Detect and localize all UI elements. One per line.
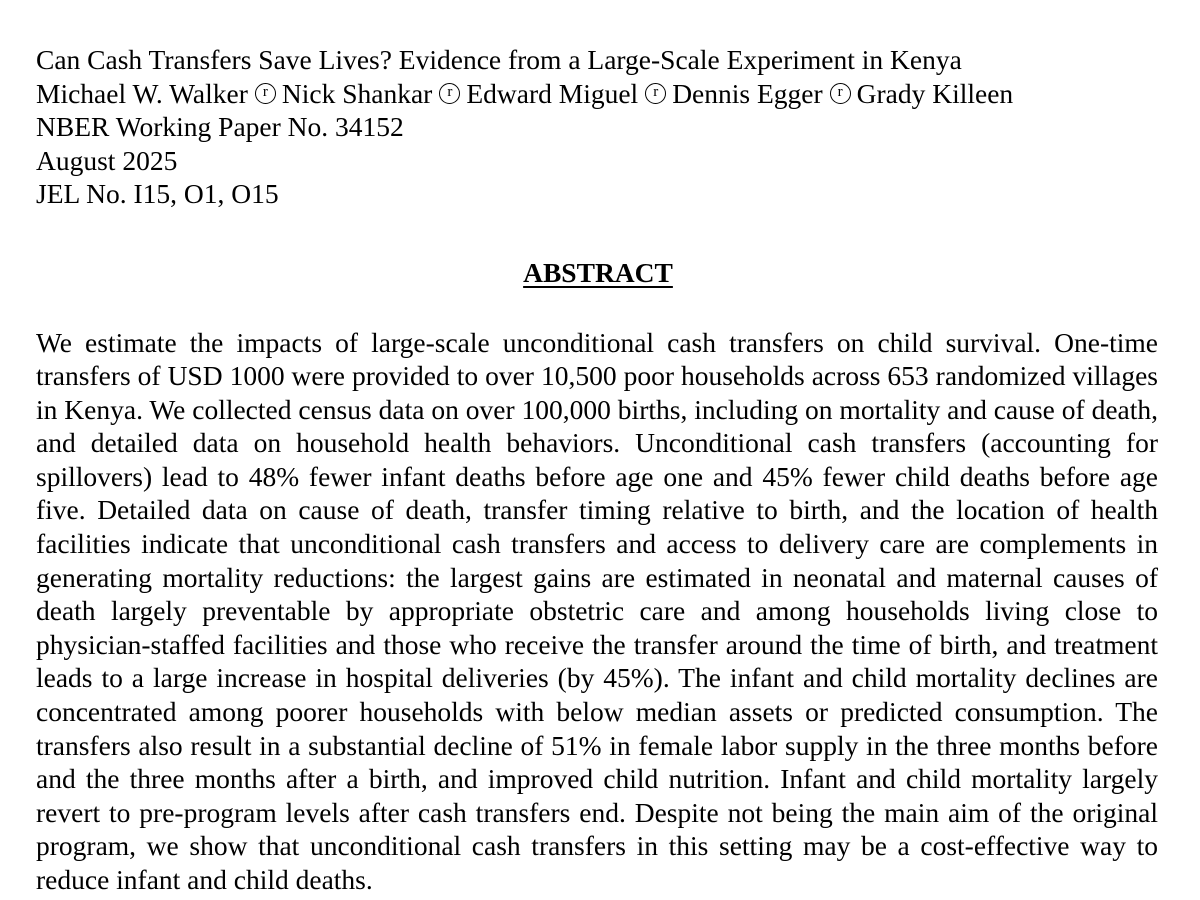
- working-paper-number: NBER Working Paper No. 34152: [36, 111, 404, 142]
- author-name: Michael W. Walker: [36, 77, 248, 109]
- author-list: [36, 77, 1160, 111]
- abstract-heading: ABSTRACT: [523, 256, 673, 288]
- jel-codes: JEL No. I15, O1, O15: [36, 178, 279, 209]
- random-order-icon: r: [645, 83, 666, 104]
- author-name: Edward Miguel: [466, 77, 639, 109]
- author-name: Grady Killeen: [856, 77, 1014, 109]
- author-name: Nick Shankar: [281, 77, 433, 109]
- publication-date: August 2025: [36, 144, 178, 176]
- random-order-icon: r: [439, 83, 460, 104]
- abstract-text: We estimate the impacts of large-scale unconditional cash transfers on child survival. One-time transfers of USD 1000 were provided to over 10,500 poor households across 653 randomized villages in Kenya. We collected census data on over 100,000 births, including on mortality and cause of death, and detailed data on household health behaviors. Unconditional cash transfers (accounting for spillovers) lead to 48% fewer infant deaths before age one and 45% fewer child deaths before age five. Detailed data on cause of death, transfer timing relative to birth, and the location of health facilities indicate that unconditional cash transfers and access to delivery care are complements in generating mortality reductions: the largest gains are estimated in neonatal and maternal causes of death largely preventable by appropriate obstetric care and among households living close to physician-staffed facilities and those who receive the transfer around the time of birth, and treatment leads to a large increase in hospital deliveries (by 45%). The infant and child mortality declines are concentrated among poorer households with below median assets or predicted consumption. The transfers also result in a substantial decline of 51% in female labor supply in the three months before and the three months after a birth, and improved child nutrition. Infant and child mortality largely revert to pre-program levels after cash transfers end. Despite not being the main aim of the original program, we show that unconditional cash transfers in this setting may be a cost-effective way to reduce infant and child deaths.: [36, 326, 1158, 895]
- author-name: Dennis Egger: [672, 77, 823, 109]
- random-order-icon: r: [255, 83, 276, 104]
- paper-title: Can Cash Transfers Save Lives? Evidence from a Large-Scale Experiment in Kenya: [36, 44, 962, 75]
- random-order-icon: r: [830, 83, 851, 104]
